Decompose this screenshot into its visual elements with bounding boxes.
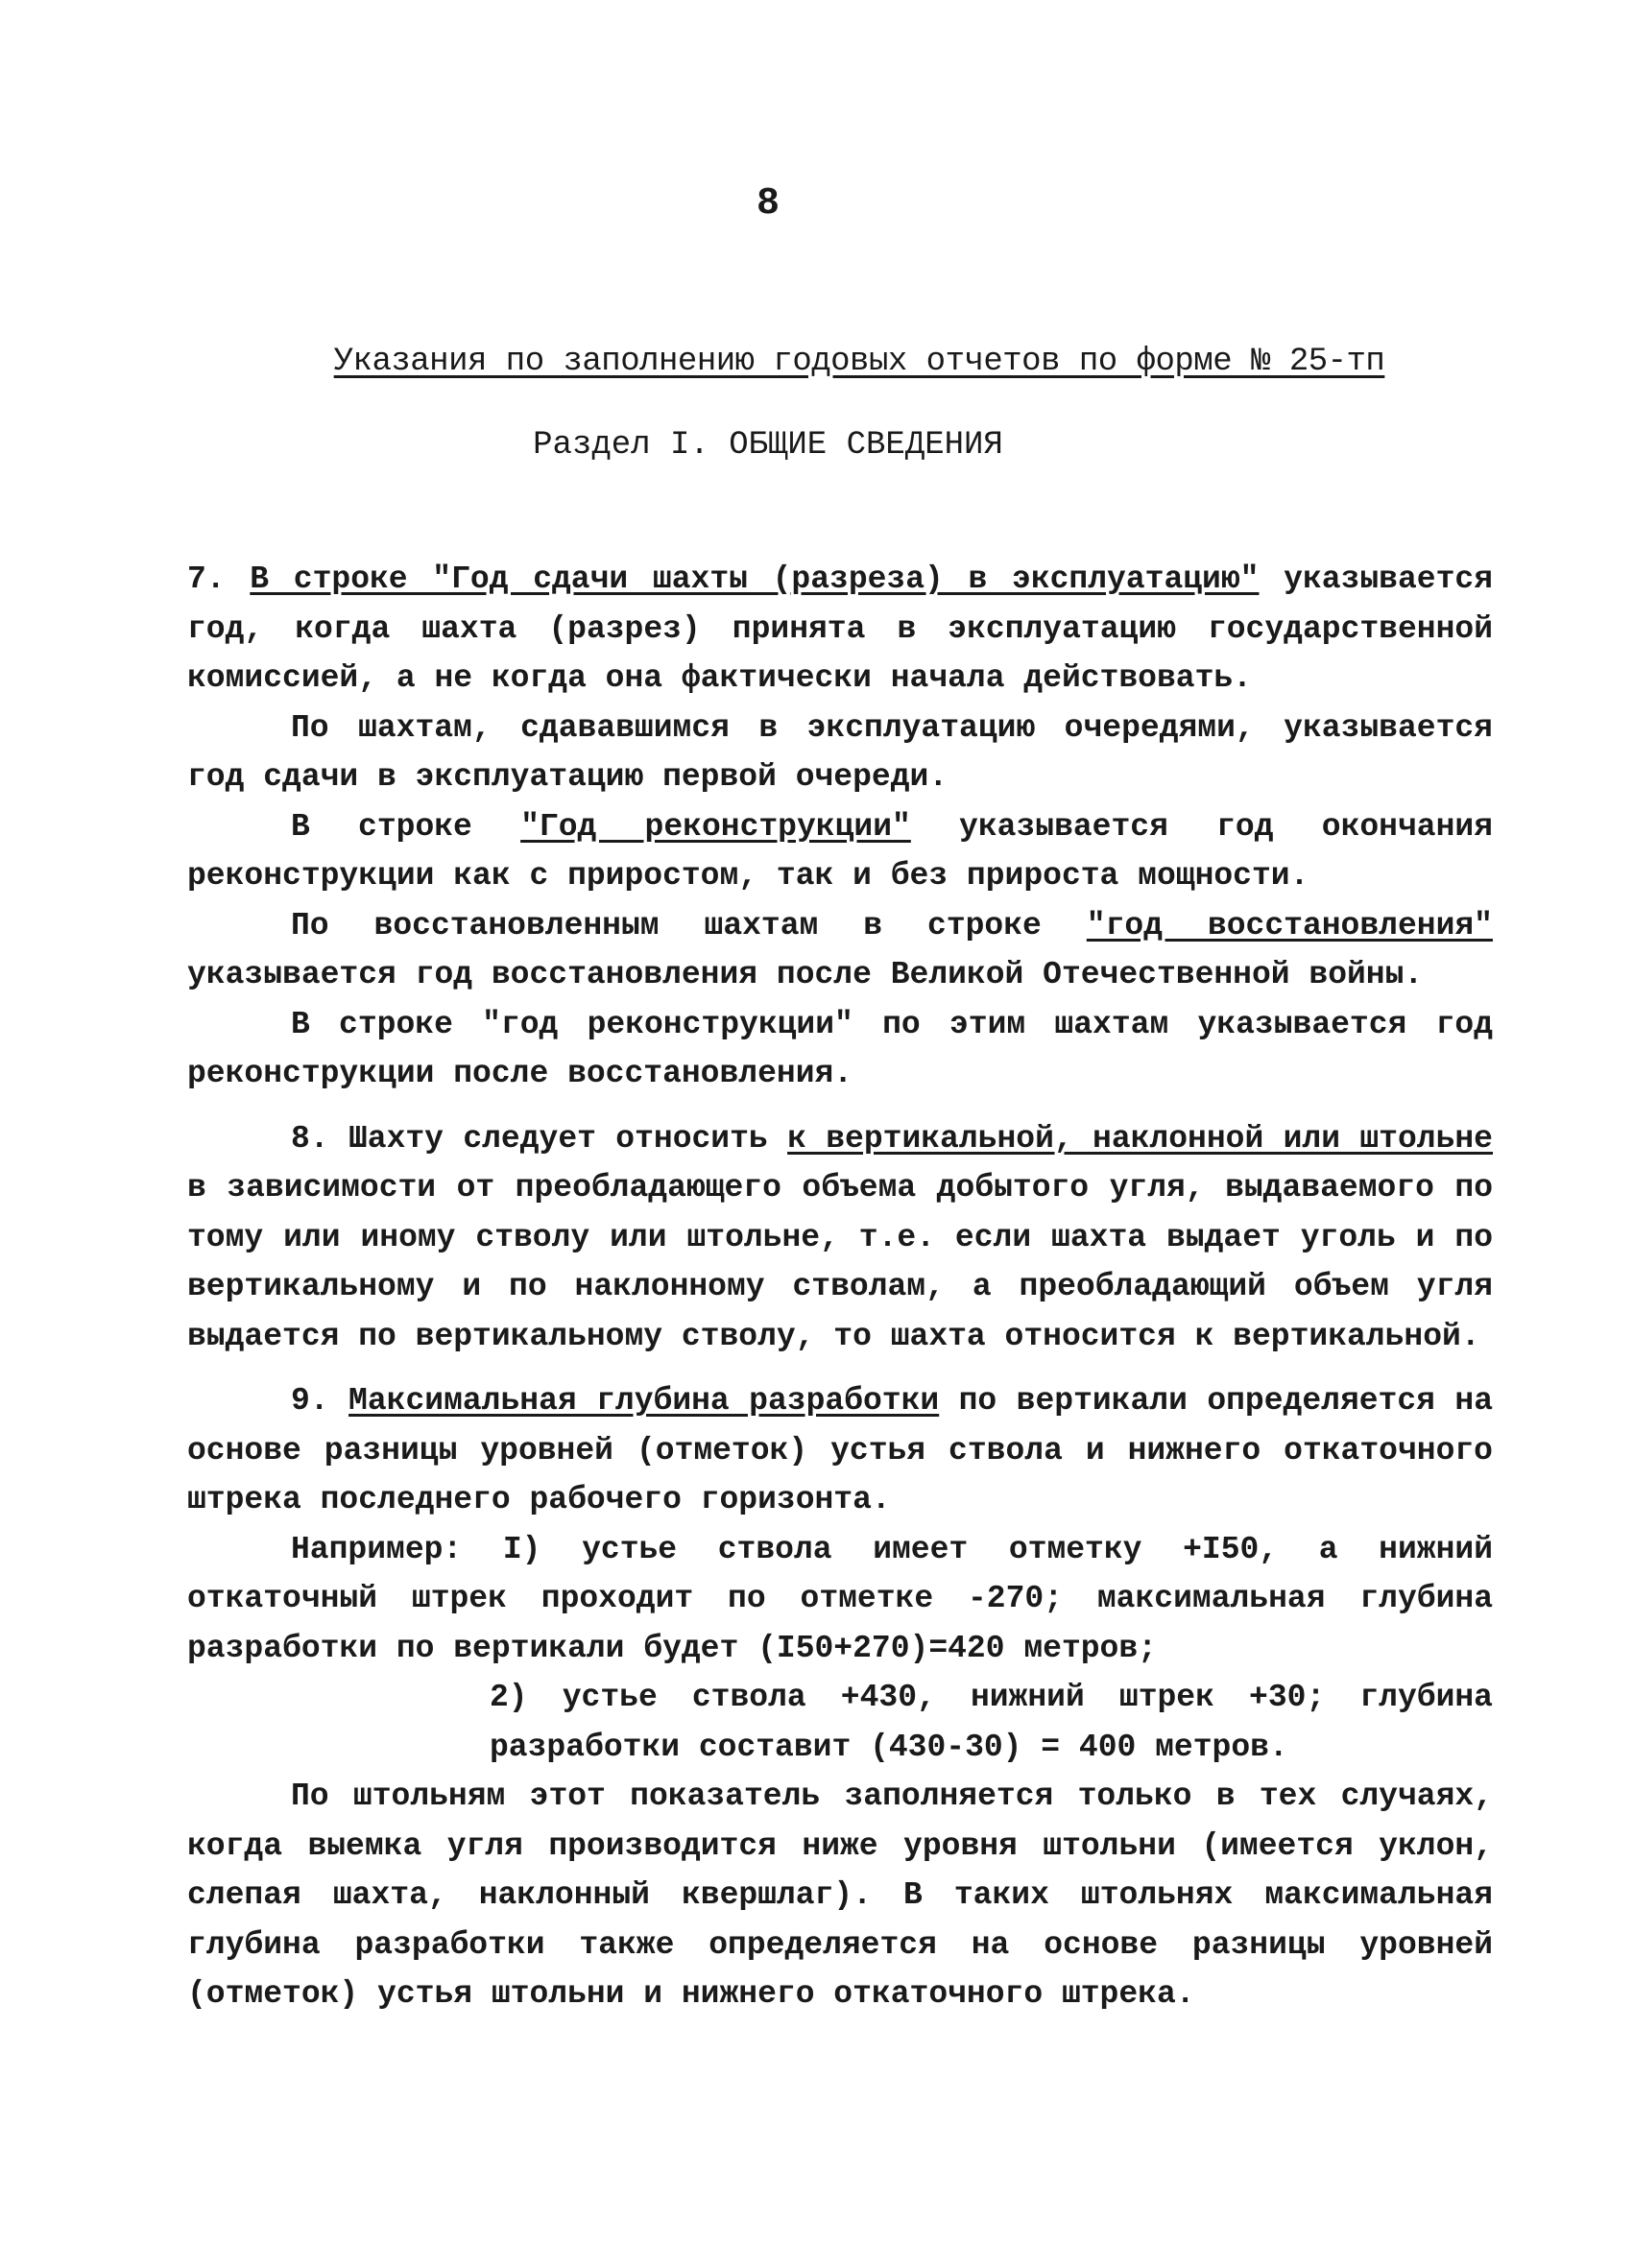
page-number: 8 [756, 182, 780, 226]
paragraph-9-term: Максимальная глубина разработки [348, 1383, 940, 1419]
paragraph-7d-term: "год восстановления" [1086, 907, 1493, 943]
paragraph-7-term: В строке "Год сдачи шахты (разреза) в эксплуатацию" [250, 561, 1260, 597]
document-title: Указания по заполнению годовых отчетов по форме № 25-тп [333, 344, 1385, 380]
paragraph-9-after: по вертикали определяется на основе разницы уровней (отметок) устья ствола и нижнего откаточного штрека последнего рабочего горизонта. [187, 1383, 1493, 1517]
paragraph-9 [187, 1376, 1493, 1525]
document-body [187, 555, 1493, 2019]
paragraph-7-text: указывается год, когда шахта (разрез) принята в эксплуатацию государственной комиссией, а не когда она фактически начала действовать. [187, 561, 1493, 696]
paragraph-7 [187, 555, 1493, 704]
paragraph-9-adits: По штольням этот показатель заполняется только в тех случаях, когда выемка угля производится ниже уровня штольни (имеется уклон, слепая шахта, наклонный квершлаг). В таких штольнях максимальная глубина разработки также определяется на основе разницы уровней (отметок) устья штольни и нижнего откаточного штрека. [187, 1779, 1493, 2012]
paragraph-7c-after: указывается год окончания реконструкции как с приростом, так и без прироста мощности. [187, 808, 1494, 894]
paragraph-7d-after: указывается год восстановления после Великой Отечественной войны. [187, 957, 1424, 992]
paragraph-8-after: в зависимости от преобладающего объема добытого угля, выдаваемого по тому или иному стволу или штольне, т.е. если шахта выдает уголь и по вертикальному и по наклонному стволам, а преобладающий объем угля выдается по вертикальному стволу, то шахта относится к вертикальной. [187, 1170, 1493, 1354]
paragraph-8 [187, 1114, 1493, 1362]
paragraph-7-number: 7. [187, 561, 251, 597]
paragraph-9-example-2: 2) устье ствола +430, нижний штрек +30; глубина разработки составит (430-30) = 400 метров. [490, 1680, 1493, 1765]
paragraph-9-example-1: Например: I) устье ствола имеет отметку +I50, а нижний откаточный штрек проходит по отметке -270; максимальная глубина разработки по вертикали будет (I50+270)=420 метров; [187, 1531, 1493, 1666]
paragraph-8-term: к вертикальной, наклонной или штольне [787, 1120, 1493, 1157]
paragraph-7d-before: По восстановленным шахтам в строке [291, 907, 1087, 943]
paragraph-7c [187, 802, 1493, 901]
paragraph-7c-term: "Год реконструкции" [520, 808, 911, 845]
paragraph-9-before: 9. [291, 1383, 349, 1419]
section-heading: Раздел I. ОБЩИЕ СВЕДЕНИЯ [533, 427, 1003, 464]
paragraph-8-before: 8. Шахту следует относить [291, 1120, 788, 1157]
paragraph-7d [187, 901, 1493, 1000]
paragraph-7b: По шахтам, сдававшимся в эксплуатацию очередями, указывается год сдачи в эксплуатацию первой очереди. [187, 709, 1493, 795]
paragraph-7c-before: В строке [291, 808, 521, 845]
paragraph-7e: В строке "год реконструкции" по этим шахтам указывается год реконструкции после восстановления. [187, 1006, 1493, 1091]
